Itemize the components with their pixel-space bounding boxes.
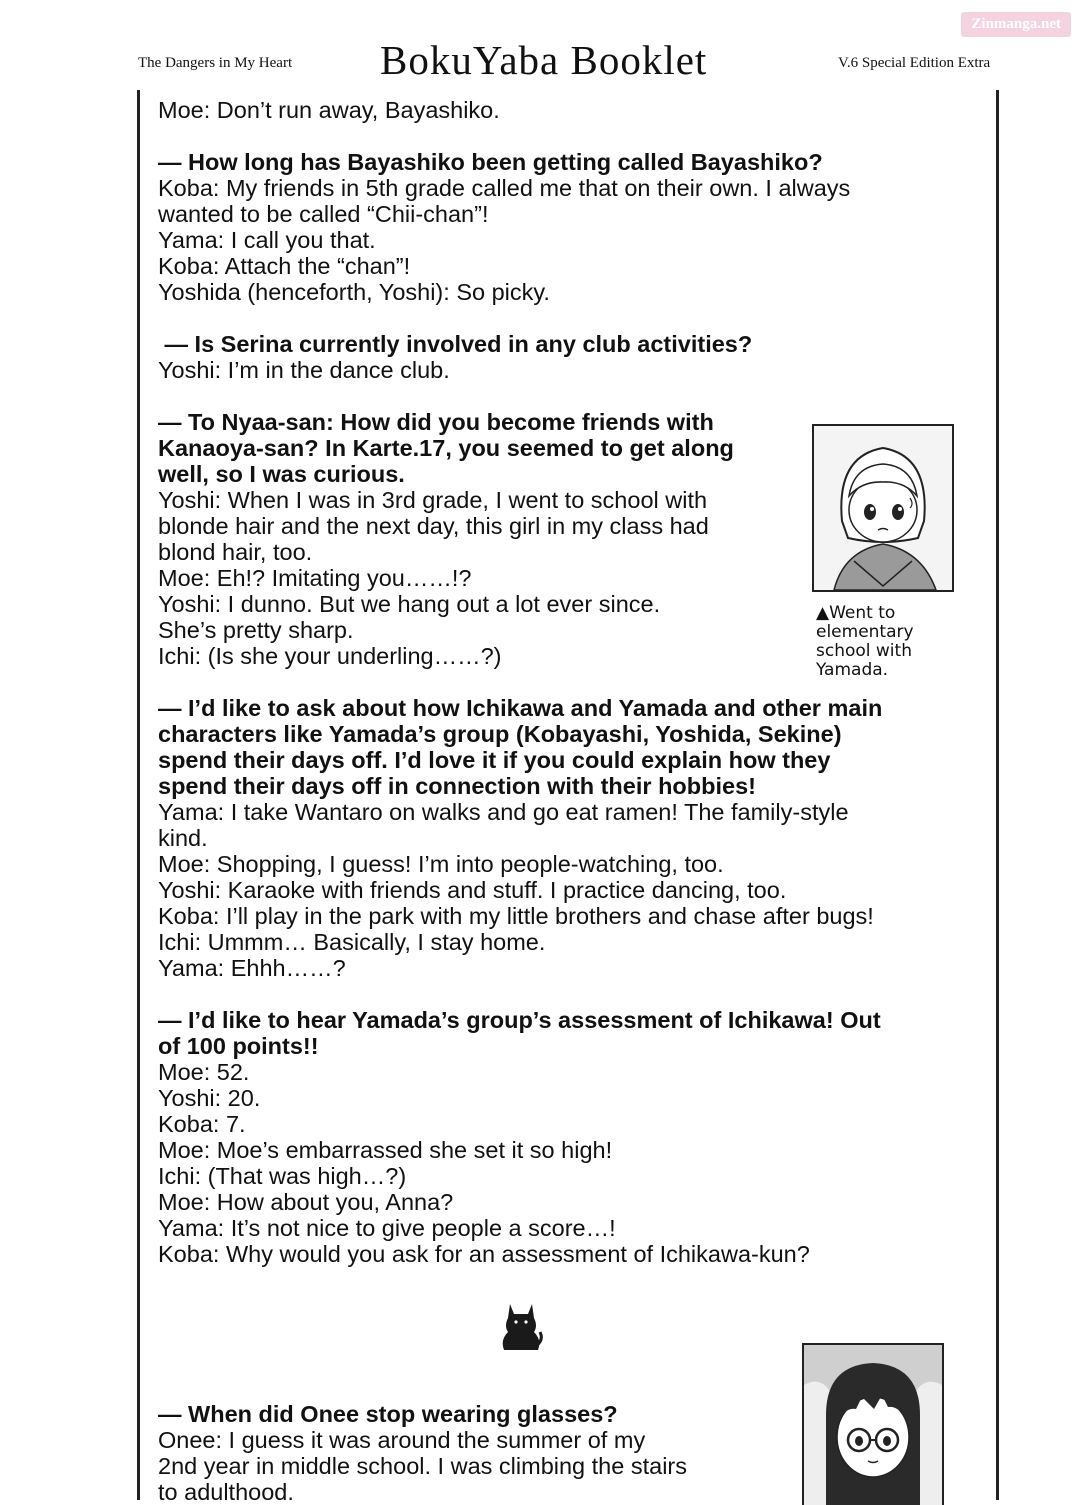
right-border-rule — [996, 90, 999, 1500]
answer-line: Moe: Shopping, I guess! I’m into people-watching, too. — [158, 851, 724, 877]
question-line: well, so I was curious. — [158, 461, 405, 487]
answer-line: Yoshi: I dunno. But we hang out a lot ever since. — [158, 591, 661, 617]
caption-line: school with — [816, 641, 912, 661]
answer-line: Ichi: (That was high…?) — [158, 1163, 407, 1189]
left-border-rule — [137, 90, 140, 1500]
lower-qa-block — [158, 1401, 798, 1505]
answer-line: Moe: Don’t run away, Bayashiko. — [158, 97, 500, 123]
qa-block — [158, 97, 973, 123]
caption-line: ▲Went to — [816, 603, 896, 623]
cat-divider-icon — [498, 1300, 544, 1354]
girl-portrait-drawing — [814, 426, 952, 590]
answer-line: Koba: My friends in 5th grade called me that on their own. I always — [158, 175, 851, 201]
question-line: — Is Serina currently involved in any club activities? — [158, 331, 753, 357]
onee-portrait-drawing — [804, 1345, 942, 1505]
question-line: — I’d like to hear Yamada’s group’s assessment of Ichikawa! Out — [158, 1007, 881, 1033]
caption-line: Yamada. — [816, 660, 889, 680]
answer-line: blond hair, too. — [158, 539, 313, 565]
answer-line: Koba: Why would you ask for an assessment of Ichikawa-kun? — [158, 1241, 810, 1267]
answer-line: Koba: Attach the “chan”! — [158, 253, 411, 279]
answer-line: Yoshi: When I was in 3rd grade, I went to school with — [158, 487, 708, 513]
illustration-onee-portrait — [802, 1343, 944, 1505]
answer-line: Moe: Eh!? Imitating you……!? — [158, 565, 472, 591]
answer-line: blonde hair and the next day, this girl in my class had — [158, 513, 709, 539]
question-line: spend their days off in connection with their hobbies! — [158, 773, 756, 799]
interview-content — [158, 97, 973, 1293]
answer-line: Koba: 7. — [158, 1111, 246, 1137]
answer-line: kind. — [158, 825, 208, 851]
qa-block — [158, 331, 973, 383]
qa-block — [158, 1007, 973, 1267]
page-title: BokuYaba Booklet — [380, 37, 708, 83]
answer-line: Ichi: Ummm… Basically, I stay home. — [158, 929, 546, 955]
watermark: Zinmanga.net — [961, 12, 1071, 37]
answer-line: Koba: I’ll play in the park with my little brothers and chase after bugs! — [158, 903, 874, 929]
question-line: spend their days off. I’d love it if you could explain how they — [158, 747, 831, 773]
illustration-girl-portrait — [812, 424, 954, 592]
caption-line: elementary — [816, 622, 914, 642]
answer-line: Yama: Ehhh……? — [158, 955, 346, 981]
answer-line: Yoshida (henceforth, Yoshi): So picky. — [158, 279, 550, 305]
answer-line: Yoshi: Karaoke with friends and stuff. I practice dancing, too. — [158, 877, 787, 903]
question-line: characters like Yamada’s group (Kobayashi, Yoshida, Sekine) — [158, 721, 842, 747]
answer-line: Yoshi: 20. — [158, 1085, 261, 1111]
question-line: of 100 points!! — [158, 1033, 319, 1059]
answer-line: Yama: I take Wantaro on walks and go eat ramen! The family-style — [158, 799, 849, 825]
answer-line: Yama: It’s not nice to give people a score…! — [158, 1215, 616, 1241]
answer-line: wanted to be called “Chii-chan”! — [158, 201, 489, 227]
answer-line: Moe: How about you, Anna? — [158, 1189, 454, 1215]
answer-line: Ichi: (Is she your underling……?) — [158, 643, 502, 669]
question-line: — How long has Bayashiko been getting called Bayashiko? — [158, 149, 823, 175]
question-line: Kanaoya-san? In Karte.17, you seemed to get along — [158, 435, 734, 461]
answer-line: Moe: 52. — [158, 1059, 250, 1085]
answer-line: Onee: I guess it was around the summer of my — [158, 1427, 646, 1453]
question-line: — When did Onee stop wearing glasses? — [158, 1401, 618, 1427]
answer-line: Yoshi: I’m in the dance club. — [158, 357, 450, 383]
answer-line: Yama: I call you that. — [158, 227, 376, 253]
answer-line: Moe: Moe’s embarrassed she set it so high! — [158, 1137, 613, 1163]
answer-line: 2nd year in middle school. I was climbing the stairs — [158, 1453, 687, 1479]
header-series-name: The Dangers in My Heart — [138, 55, 293, 71]
illustration-caption — [816, 604, 956, 680]
qa-block — [158, 149, 973, 305]
answer-line: She’s pretty sharp. — [158, 617, 354, 643]
answer-line: to adulthood. — [158, 1479, 294, 1505]
question-line: — To Nyaa-san: How did you become friends with — [158, 409, 714, 435]
header-edition: V.6 Special Edition Extra — [838, 55, 991, 71]
qa-block — [158, 695, 973, 981]
question-line: — I’d like to ask about how Ichikawa and Yamada and other main — [158, 695, 883, 721]
